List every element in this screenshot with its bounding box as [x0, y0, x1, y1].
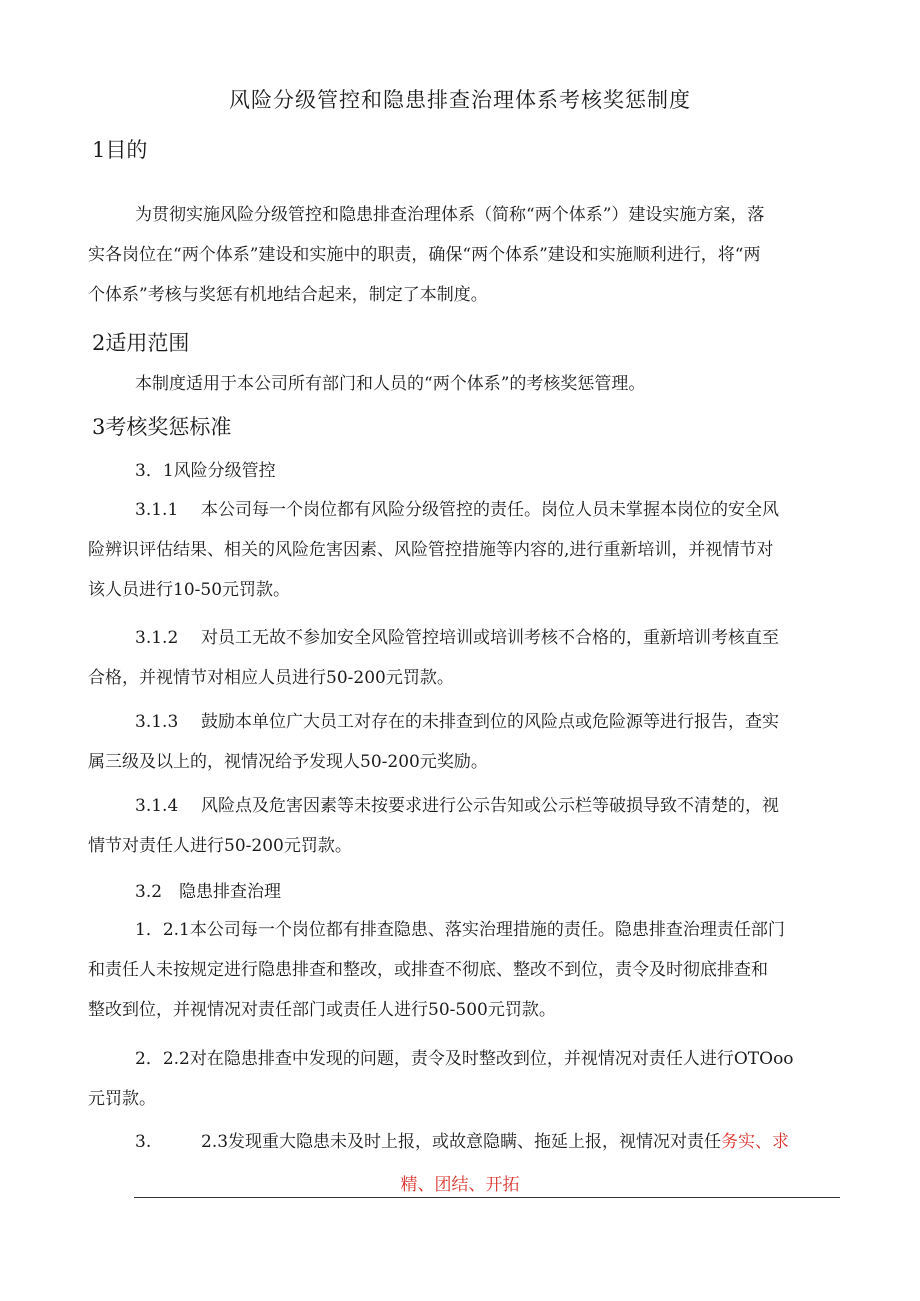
text-line: 和责任人未按规定进行隐患排查和整改，或排查不彻底、整改不到位，责令及时彻底排查和: [88, 960, 768, 980]
text-line: 2.3发现重大隐患未及时上报，或故意隐瞒、拖延上报，视情况对责任: [201, 1132, 722, 1152]
item-number: 3.1.1: [135, 500, 179, 520]
text-line: 该人员进行10-50元罚款。: [88, 580, 291, 600]
text-line: 为贯彻实施风险分级管控和隐患排查治理体系（简称“两个体系”）建设实施方案，落: [135, 205, 765, 225]
section-2-paragraph: [88, 364, 840, 404]
section-1-paragraph: [88, 195, 840, 315]
footer-divider: [134, 1197, 840, 1198]
item-number: 3.: [135, 1132, 152, 1152]
text-line: 本公司每一个岗位都有风险分级管控的责任。岗位人员未掌握本岗位的安全风: [201, 500, 779, 520]
item-number: 3.1.3: [135, 712, 179, 732]
item-3-1-2: [88, 618, 840, 698]
text-line: 险辨识评估结果、相关的风险危害因素、风险管控措施等内容的,进行重新培训，并视情节对: [88, 540, 774, 560]
text-line: 对员工无故不参加安全风险管控培训或培训考核不合格的，重新培训考核直至: [201, 628, 779, 648]
text-line: 属三级及以上的，视情况给予发现人50-200元奖励。: [88, 752, 488, 772]
text-line: 整改到位，并视情况对责任部门或责任人进行50-500元罚款。: [88, 1000, 556, 1020]
item-3-2-3: [88, 1122, 840, 1162]
text-line: 情节对责任人进行50-200元罚款。: [88, 836, 352, 856]
text-line: 2．2.2对在隐患排查中发现的问题，责令及时整改到位，并视情况对责任人进行OTOoo: [135, 1049, 794, 1069]
section-2-heading: 2适用范围: [92, 331, 190, 355]
item-number: 3.1.2: [135, 628, 179, 648]
item-3-2-1: [88, 910, 840, 1030]
document-title: 风险分级管控和隐患排查治理体系考核奖惩制度: [229, 88, 691, 112]
footer-text-red: 务实、求: [721, 1132, 790, 1152]
subsection-3-2-heading: 3.2 隐患排查治理: [135, 882, 282, 902]
item-3-2-2: [88, 1039, 840, 1119]
section-3-heading: 3考核奖惩标准: [92, 415, 232, 439]
text-line: 鼓励本单位广大员工对存在的未排查到位的风险点或危险源等进行报告，查实: [201, 712, 779, 732]
text-line: 个体系”考核与奖惩有机地结合起来，制定了本制度。: [88, 285, 488, 305]
subsection-3-1-heading: 3．1风险分级管控: [135, 461, 276, 481]
text-line: 风险点及危害因素等未按要求进行公示告知或公示栏等破损导致不清楚的，视: [201, 796, 779, 816]
text-line: 本制度适用于本公司所有部门和人员的“两个体系”的考核奖惩管理。: [135, 374, 646, 394]
item-number: 3.1.4: [135, 796, 179, 816]
text-line: 实各岗位在“两个体系”建设和实施中的职责，确保“两个体系”建设和实施顺利进行，将“两: [88, 245, 761, 265]
footer-motto: 精、团结、开拓: [400, 1175, 520, 1195]
section-1-heading: 1目的: [92, 138, 148, 162]
text-line: 合格，并视情节对相应人员进行50-200元罚款。: [88, 668, 454, 688]
item-3-1-1: [88, 490, 840, 610]
item-3-1-3: [88, 702, 840, 782]
text-line: 元罚款。: [88, 1089, 156, 1109]
item-3-1-4: [88, 786, 840, 866]
text-line: 1．2.1本公司每一个岗位都有排查隐患、落实治理措施的责任。隐患排查治理责任部门: [135, 920, 785, 940]
